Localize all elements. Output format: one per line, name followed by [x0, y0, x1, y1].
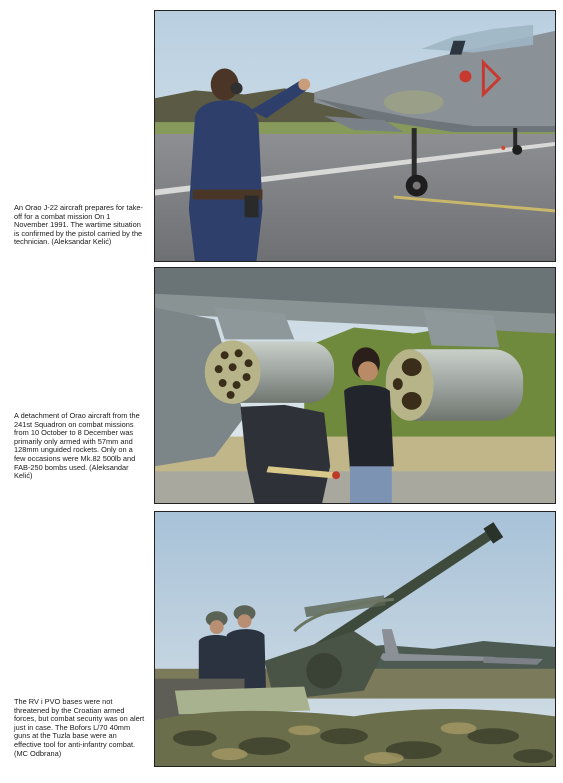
photo-bofors-gun — [154, 511, 556, 767]
caption-bofors-gun: The RV i PVO bases were not threatened by the Croatian armed forces, but combat security was on alert just in case. The Bofors L/70 40mm guns at the Tuzla base were an effective tool for anti-infantry combat. (MC Odbrana) — [14, 697, 145, 758]
photo-rocket-pods — [154, 267, 556, 504]
caption-orao-takeoff: An Orao J-22 aircraft prepares for take-off for a combat mission On 1 November 1991. The wartime situation is confirmed by the pistol carried by the technician. (Aleksandar Kelić) — [14, 203, 143, 247]
caption-rocket-pods: A detachment of Orao aircraft from the 241st Squadron on combat missions from 10 October to 8 December was primarily only armed with 57mm and 128mm unguided rockets. Only on a few occasions were Mk.82 500lb and FAB-250 bombs used. (Aleksandar Kelić) — [14, 411, 140, 481]
photo-orao-takeoff — [154, 10, 556, 262]
